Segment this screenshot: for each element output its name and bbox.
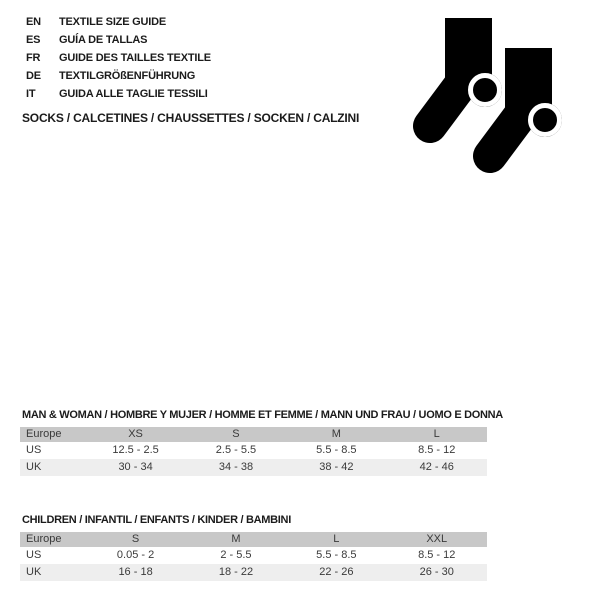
column-header: XS <box>128 428 143 440</box>
table-row <box>20 442 487 459</box>
size-value: 5.5 - 8.5 <box>316 444 357 456</box>
column-header: Europe <box>26 533 62 545</box>
sock-1 <box>430 18 502 126</box>
sock-2 <box>490 48 562 156</box>
table-title: MAN & WOMAN / HOMBRE Y MUJER / HOMME ET FEMME / MANN UND FRAU / UOMO E DONNA <box>22 409 503 421</box>
size-value: 30 - 34 <box>118 461 153 473</box>
column-header: M <box>231 533 241 545</box>
category-heading: SOCKS / CALCETINES / CHAUSSETTES / SOCKEN / CALZINI <box>22 111 360 125</box>
size-value: 2.5 - 5.5 <box>215 444 257 456</box>
table-header-row <box>20 532 487 547</box>
column-header: S <box>232 428 240 440</box>
language-code: ES <box>26 34 41 46</box>
table-row <box>20 459 487 476</box>
column-header: Europe <box>26 428 62 440</box>
size-value: 16 - 18 <box>118 566 153 578</box>
language-code: DE <box>26 70 41 82</box>
size-value: 8.5 - 12 <box>418 549 456 561</box>
size-value: 22 - 26 <box>319 566 354 578</box>
size-table-man-woman <box>20 409 503 476</box>
table-title: CHILDREN / INFANTIL / ENFANTS / KINDER / BAMBINI <box>22 514 291 526</box>
size-table-grid <box>20 532 487 581</box>
language-row <box>26 13 211 31</box>
size-value: 5.5 - 8.5 <box>316 549 357 561</box>
column-header: S <box>131 533 140 545</box>
language-list <box>26 13 211 103</box>
size-value: 26 - 30 <box>419 566 454 578</box>
language-row <box>26 67 211 85</box>
size-value: 18 - 22 <box>218 566 254 578</box>
language-code: FR <box>26 52 41 64</box>
language-code: IT <box>26 88 36 100</box>
size-value: 34 - 38 <box>218 461 254 473</box>
language-title: TEXTILGRÖßENFÜHRUNG <box>59 70 196 82</box>
language-code: EN <box>26 16 41 28</box>
row-label: UK <box>26 566 42 578</box>
table-row <box>20 564 487 581</box>
size-value: 42 - 46 <box>419 461 454 473</box>
language-title: GUIDA ALLE TAGLIE TESSILI <box>59 88 208 100</box>
column-header: M <box>331 428 341 440</box>
socks-icon-svg <box>400 10 600 190</box>
size-table-children <box>20 514 487 581</box>
size-value: 38 - 42 <box>319 461 354 473</box>
column-header: XXL <box>426 533 448 545</box>
size-value: 8.5 - 12 <box>418 444 456 456</box>
size-value: 12.5 - 2.5 <box>112 444 159 456</box>
column-header: L <box>433 428 440 440</box>
language-row <box>26 49 211 67</box>
column-header: L <box>333 533 340 545</box>
language-title: GUIDE DES TAILLES TEXTILE <box>59 52 211 64</box>
language-row <box>26 31 211 49</box>
size-table-grid <box>20 427 487 476</box>
socks-icon <box>400 10 600 190</box>
row-label: UK <box>26 461 42 473</box>
language-row <box>26 85 211 103</box>
row-label: US <box>26 444 42 456</box>
language-title: TEXTILE SIZE GUIDE <box>59 16 167 28</box>
size-value: 0.05 - 2 <box>116 549 155 561</box>
table-header-row <box>20 427 487 442</box>
language-title: GUÍA DE TALLAS <box>59 34 148 46</box>
row-label: US <box>26 549 42 561</box>
size-value: 2 - 5.5 <box>220 549 252 561</box>
table-row <box>20 547 487 564</box>
